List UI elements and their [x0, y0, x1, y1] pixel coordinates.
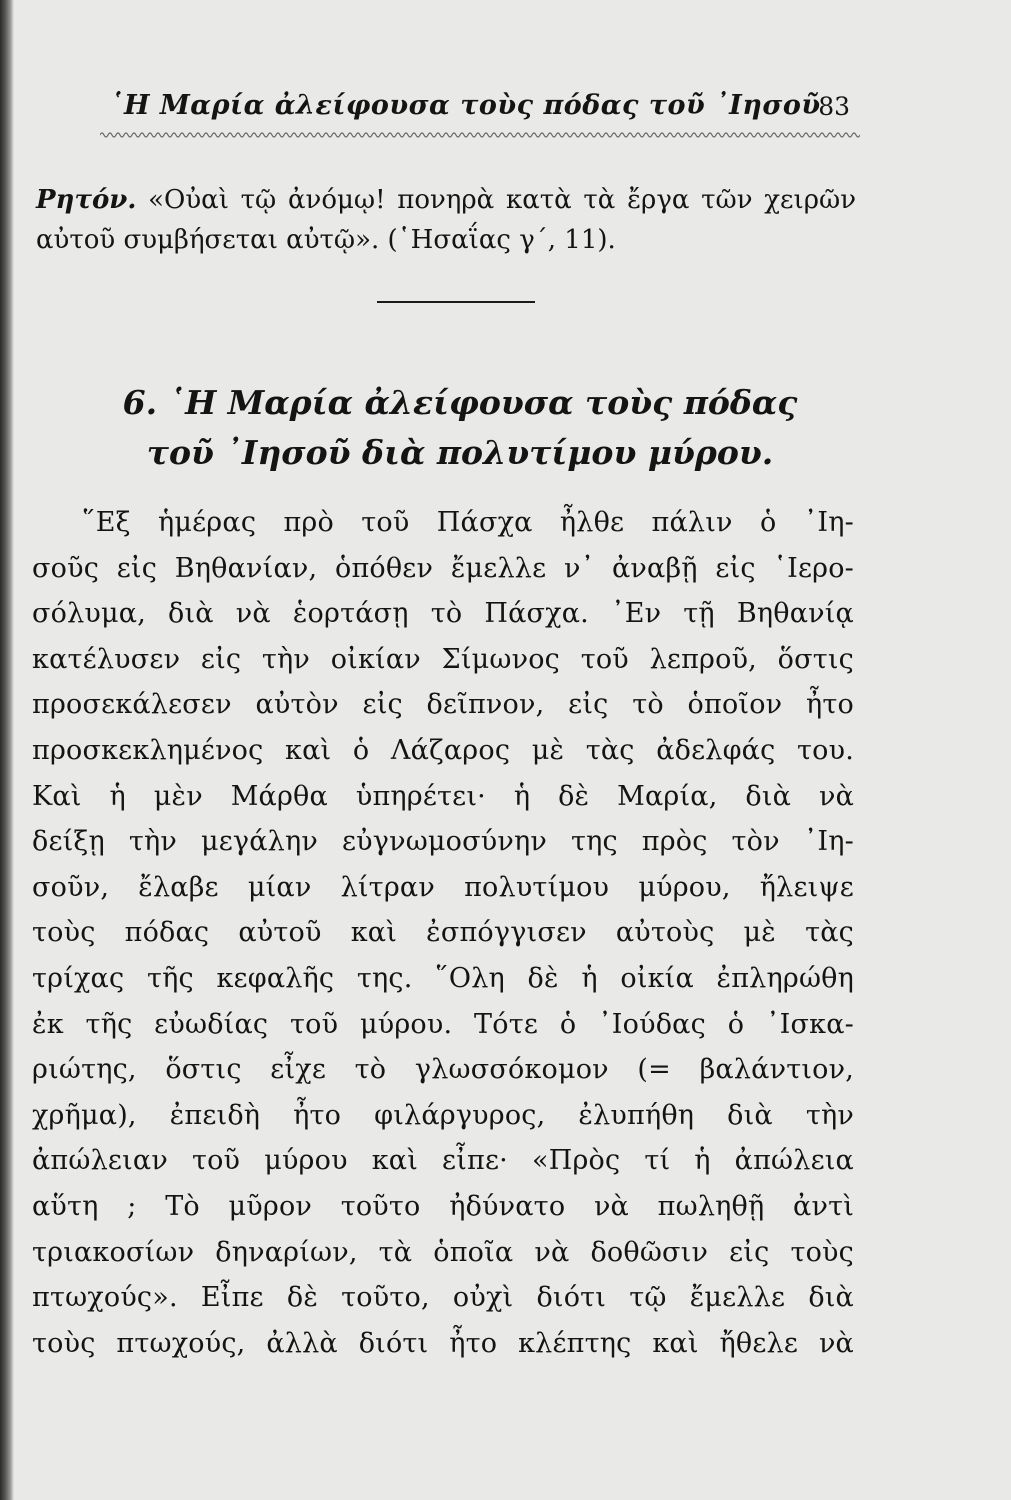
quote-text: «Οὐαὶ τῷ ἀνόμῳ! πονηρὰ κατὰ τὰ ἔργα τῶν χειρῶν αὐτοῦ συμβήσεται αὐτῷ». (῾Ησαΐας γ΄, 11).	[36, 185, 856, 255]
text-line: αὕτη ; Τὸ μῦρον τοῦτο ἠδύνατο νὰ πωληθῇ ἀντὶ	[32, 1190, 854, 1222]
running-head	[96, 90, 856, 130]
body-paragraph	[32, 500, 854, 1366]
text-line: τριακοσίων δηναρίων, τὰ ὁποῖα νὰ δοθῶσιν εἰς τοὺς	[32, 1236, 854, 1268]
text-line: χρῆμα), ἐπειδὴ ἦτο φιλάργυρος, ἐλυπήθη διὰ τὴν	[32, 1099, 854, 1131]
text-line: σόλυμα, διὰ νὰ ἑορτάσῃ τὸ Πάσχα. ᾿Εν τῇ Βηθανίᾳ	[32, 598, 854, 630]
text-line: τοὺς πόδας αὐτοῦ καὶ ἐσπόγγισεν αὐτοὺς μὲ τὰς	[32, 917, 854, 949]
text-line: προσεκάλεσεν αὐτὸν εἰς δεῖπνον, εἰς τὸ ὁποῖον ἦτο	[32, 689, 854, 721]
text-line: σοῦν, ἔλαβε μίαν λίτραν πολυτίμου μύρου, ἤλειψε	[32, 871, 854, 903]
text-line: ριώτης, ὅστις εἶχε τὸ γλωσσόκομον (= βαλάντιον,	[32, 1054, 854, 1086]
quote-block	[36, 180, 856, 260]
text-line: δείξῃ τὴν μεγάλην εὐγνωμοσύνην της πρὸς τὸν ᾿Ιη-	[32, 826, 854, 858]
heading-line-1: 6. ῾Η Μαρία ἀλείφουσα τοὺς πόδας	[122, 383, 798, 422]
text-line: ἀπώλειαν τοῦ μύρου καὶ εἶπε· «Πρὸς τί ἡ ἀπώλεια	[32, 1145, 854, 1177]
wavy-rule-ornament	[100, 130, 860, 140]
text-line: ἐκ τῆς εὐωδίας τοῦ μύρου. Τότε ὁ ᾿Ιούδας ὁ ᾿Ισκα-	[32, 1008, 854, 1040]
text-line: σοῦς εἰς Βηθανίαν, ὁπόθεν ἔμελλε ν᾽ ἀναβῇ εἰς ῾Ιερο-	[32, 552, 854, 584]
page-number: 83	[818, 92, 850, 121]
text-line: τρίχας τῆς κεφαλῆς της. ῞Ολη δὲ ἡ οἰκία ἐπληρώθη	[32, 962, 854, 994]
section-divider	[377, 301, 535, 303]
text-line: κατέλυσεν εἰς τὴν οἰκίαν Σίμωνος τοῦ λεπροῦ, ὅστις	[32, 643, 854, 675]
quote-label: Ρητόν.	[36, 185, 137, 215]
text-line: ῞Εξ ἡμέρας πρὸ τοῦ Πάσχα ἦλθε πάλιν ὁ ᾿Ιη-	[82, 507, 854, 538]
text-line: προσκεκλημένος καὶ ὁ Λάζαρος μὲ τὰς ἀδελφάς του.	[32, 734, 854, 766]
section-heading	[60, 378, 860, 478]
text-line: πτωχούς». Εἶπε δὲ τοῦτο, οὐχὶ διότι τῷ ἔμελλε διὰ	[32, 1282, 854, 1314]
text-line: Καὶ ἡ μὲν Μάρθα ὑπηρέτει· ἡ δὲ Μαρία, διὰ νὰ	[32, 780, 854, 812]
heading-line-2: τοῦ ᾿Ιησοῦ διὰ πολυτίμου μύρου.	[146, 433, 774, 472]
text-line: τοὺς πτωχούς, ἀλλὰ διότι ἦτο κλέπτης καὶ ἤθελε νὰ	[32, 1327, 854, 1359]
running-title: ῾Η Μαρία ἀλείφουσα τοὺς πόδας τοῦ ᾿Ιησοῦ	[110, 90, 821, 121]
